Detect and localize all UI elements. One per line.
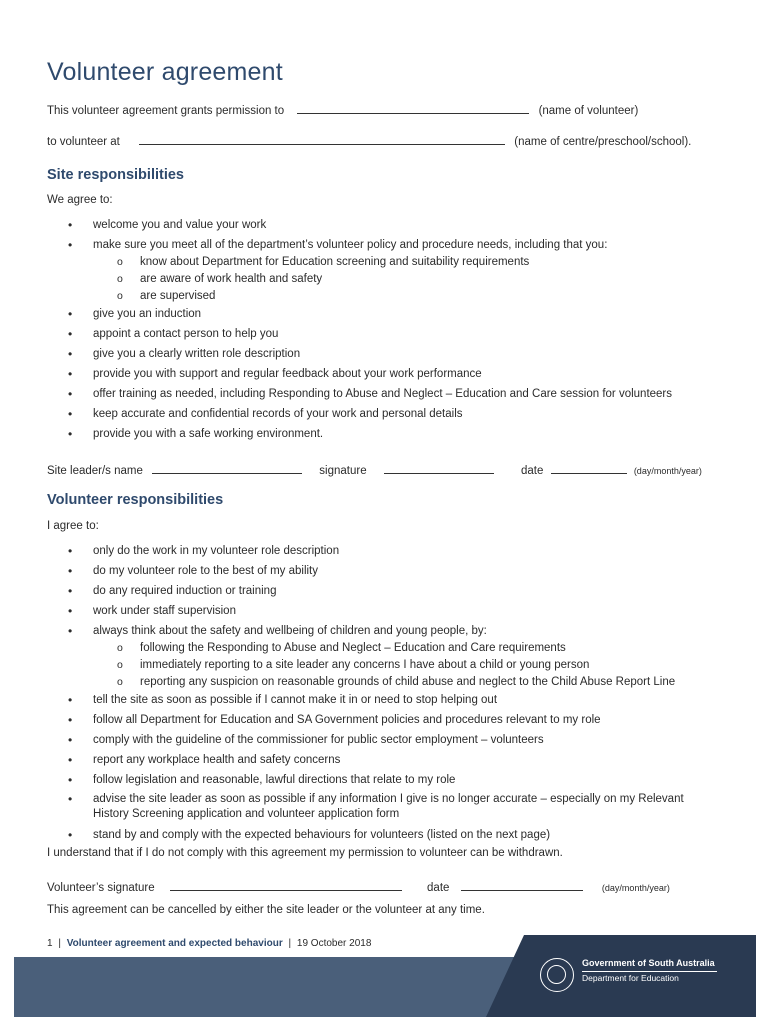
volunteer-sign-line bbox=[47, 881, 670, 894]
site-leader-date-label: date bbox=[521, 465, 544, 477]
sub-list-item: o following the Responding to Abuse and Neglect – Education and Care requirements bbox=[47, 641, 737, 658]
list-item: • give you an induction bbox=[47, 306, 737, 326]
site-lead: We agree to: bbox=[47, 194, 113, 206]
list-item: • report any workplace health and safety concerns bbox=[47, 752, 737, 772]
volunteer-date-blank[interactable] bbox=[461, 881, 583, 891]
volunteer-name-hint: (name of volunteer) bbox=[538, 105, 639, 117]
list-item: • make sure you meet all of the department’s volunteer policy and procedure needs, including that you: bbox=[47, 237, 737, 255]
list-item: • follow all Department for Education and SA Government policies and procedures relevant to my role bbox=[47, 712, 737, 732]
list-item: • tell the site as soon as possible if I cannot make it in or need to stop helping out bbox=[47, 692, 737, 712]
seal-inner-ring bbox=[547, 965, 566, 984]
list-item: • provide you with support and regular feedback about your work performance bbox=[47, 366, 737, 386]
page-number: 1 bbox=[47, 938, 53, 949]
list-item: • provide you with a safe working environment. bbox=[47, 426, 737, 446]
site-leader-date-blank[interactable] bbox=[551, 464, 627, 474]
site-name-blank[interactable] bbox=[139, 135, 505, 145]
footer-separator: | bbox=[288, 938, 292, 949]
logo-department-text: Department for Education bbox=[582, 973, 679, 983]
sub-list-item: o are supervised bbox=[47, 289, 737, 306]
site-leader-sign-line bbox=[47, 464, 702, 477]
sub-list-item: o reporting any suspicion on reasonable grounds of child abuse and neglect to the Child Abuse Report Line bbox=[47, 675, 737, 692]
volunteer-signature-label: Volunteer’s signature bbox=[47, 882, 155, 894]
site-responsibilities-list bbox=[47, 217, 737, 446]
site-responsibilities-heading: Site responsibilities bbox=[47, 167, 184, 183]
list-item: • do my volunteer role to the best of my ability bbox=[47, 563, 737, 583]
volunteer-date-label: date bbox=[427, 882, 450, 894]
site-leader-name-blank[interactable] bbox=[152, 464, 302, 474]
list-item: • give you a clearly written role description bbox=[47, 346, 737, 366]
list-item: • work under staff supervision bbox=[47, 603, 737, 623]
volunteer-lead: I agree to: bbox=[47, 520, 99, 532]
footer-separator: | bbox=[58, 938, 61, 949]
page-footer bbox=[47, 938, 371, 949]
volunteer-signature-blank[interactable] bbox=[170, 881, 402, 891]
list-item: • appoint a contact person to help you bbox=[47, 326, 737, 346]
list-item: • stand by and comply with the expected behaviours for volunteers (listed on the next page) bbox=[47, 827, 737, 847]
footer-date: 19 October 2018 bbox=[296, 938, 372, 949]
list-item: • keep accurate and confidential records of your work and personal details bbox=[47, 406, 737, 426]
volunteer-responsibilities-heading: Volunteer responsibilities bbox=[47, 492, 224, 508]
intro-line-volunteer bbox=[47, 104, 638, 117]
page-title: Volunteer agreement bbox=[47, 58, 283, 86]
list-item: • follow legislation and reasonable, lawful directions that relate to my role bbox=[47, 772, 737, 792]
logo-divider bbox=[582, 971, 717, 972]
list-item: • always think about the safety and wellbeing of children and young people, by: bbox=[47, 623, 737, 641]
volunteer-date-hint: (day/month/year) bbox=[601, 883, 670, 893]
cancel-statement: This agreement can be cancelled by either the site leader or the volunteer at any time. bbox=[47, 904, 485, 916]
intro-line-site bbox=[47, 135, 691, 148]
list-item: • only do the work in my volunteer role description bbox=[47, 543, 737, 563]
intro-site-text: to volunteer at bbox=[47, 136, 120, 148]
list-item: • do any required induction or training bbox=[47, 583, 737, 603]
volunteer-name-blank[interactable] bbox=[297, 104, 529, 114]
site-leader-date-hint: (day/month/year) bbox=[633, 466, 702, 476]
site-leader-signature-blank[interactable] bbox=[384, 464, 494, 474]
government-seal-icon bbox=[540, 958, 574, 992]
list-item: • comply with the guideline of the commissioner for public sector employment – volunteers bbox=[47, 732, 737, 752]
intro-text: This volunteer agreement grants permission to bbox=[47, 105, 285, 117]
logo-government-text: Government of South Australia bbox=[582, 958, 715, 968]
volunteer-responsibilities-list bbox=[47, 543, 737, 847]
list-item: • welcome you and value your work bbox=[47, 217, 737, 237]
sub-list-item: o know about Department for Education screening and suitability requirements bbox=[47, 255, 737, 272]
site-leader-name-label: Site leader/s name bbox=[47, 465, 143, 477]
withdraw-statement: I understand that if I do not comply with this agreement my permission to volunteer can be withdrawn. bbox=[47, 847, 563, 859]
site-name-hint: (name of centre/preschool/school). bbox=[514, 136, 692, 148]
site-leader-signature-label: signature bbox=[319, 465, 367, 477]
sub-list-item: o are aware of work health and safety bbox=[47, 272, 737, 289]
list-item: • advise the site leader as soon as possible if any information I give is no longer accurate – especially on my Relevant History Screening application and volunteer application form bbox=[47, 792, 687, 827]
list-item: • offer training as needed, including Responding to Abuse and Neglect – Education and Care session for volunteers bbox=[47, 386, 737, 406]
sub-list-item: o immediately reporting to a site leader any concerns I have about a child or young person bbox=[47, 658, 737, 675]
footer-doc-title: Volunteer agreement and expected behaviour bbox=[66, 938, 283, 949]
